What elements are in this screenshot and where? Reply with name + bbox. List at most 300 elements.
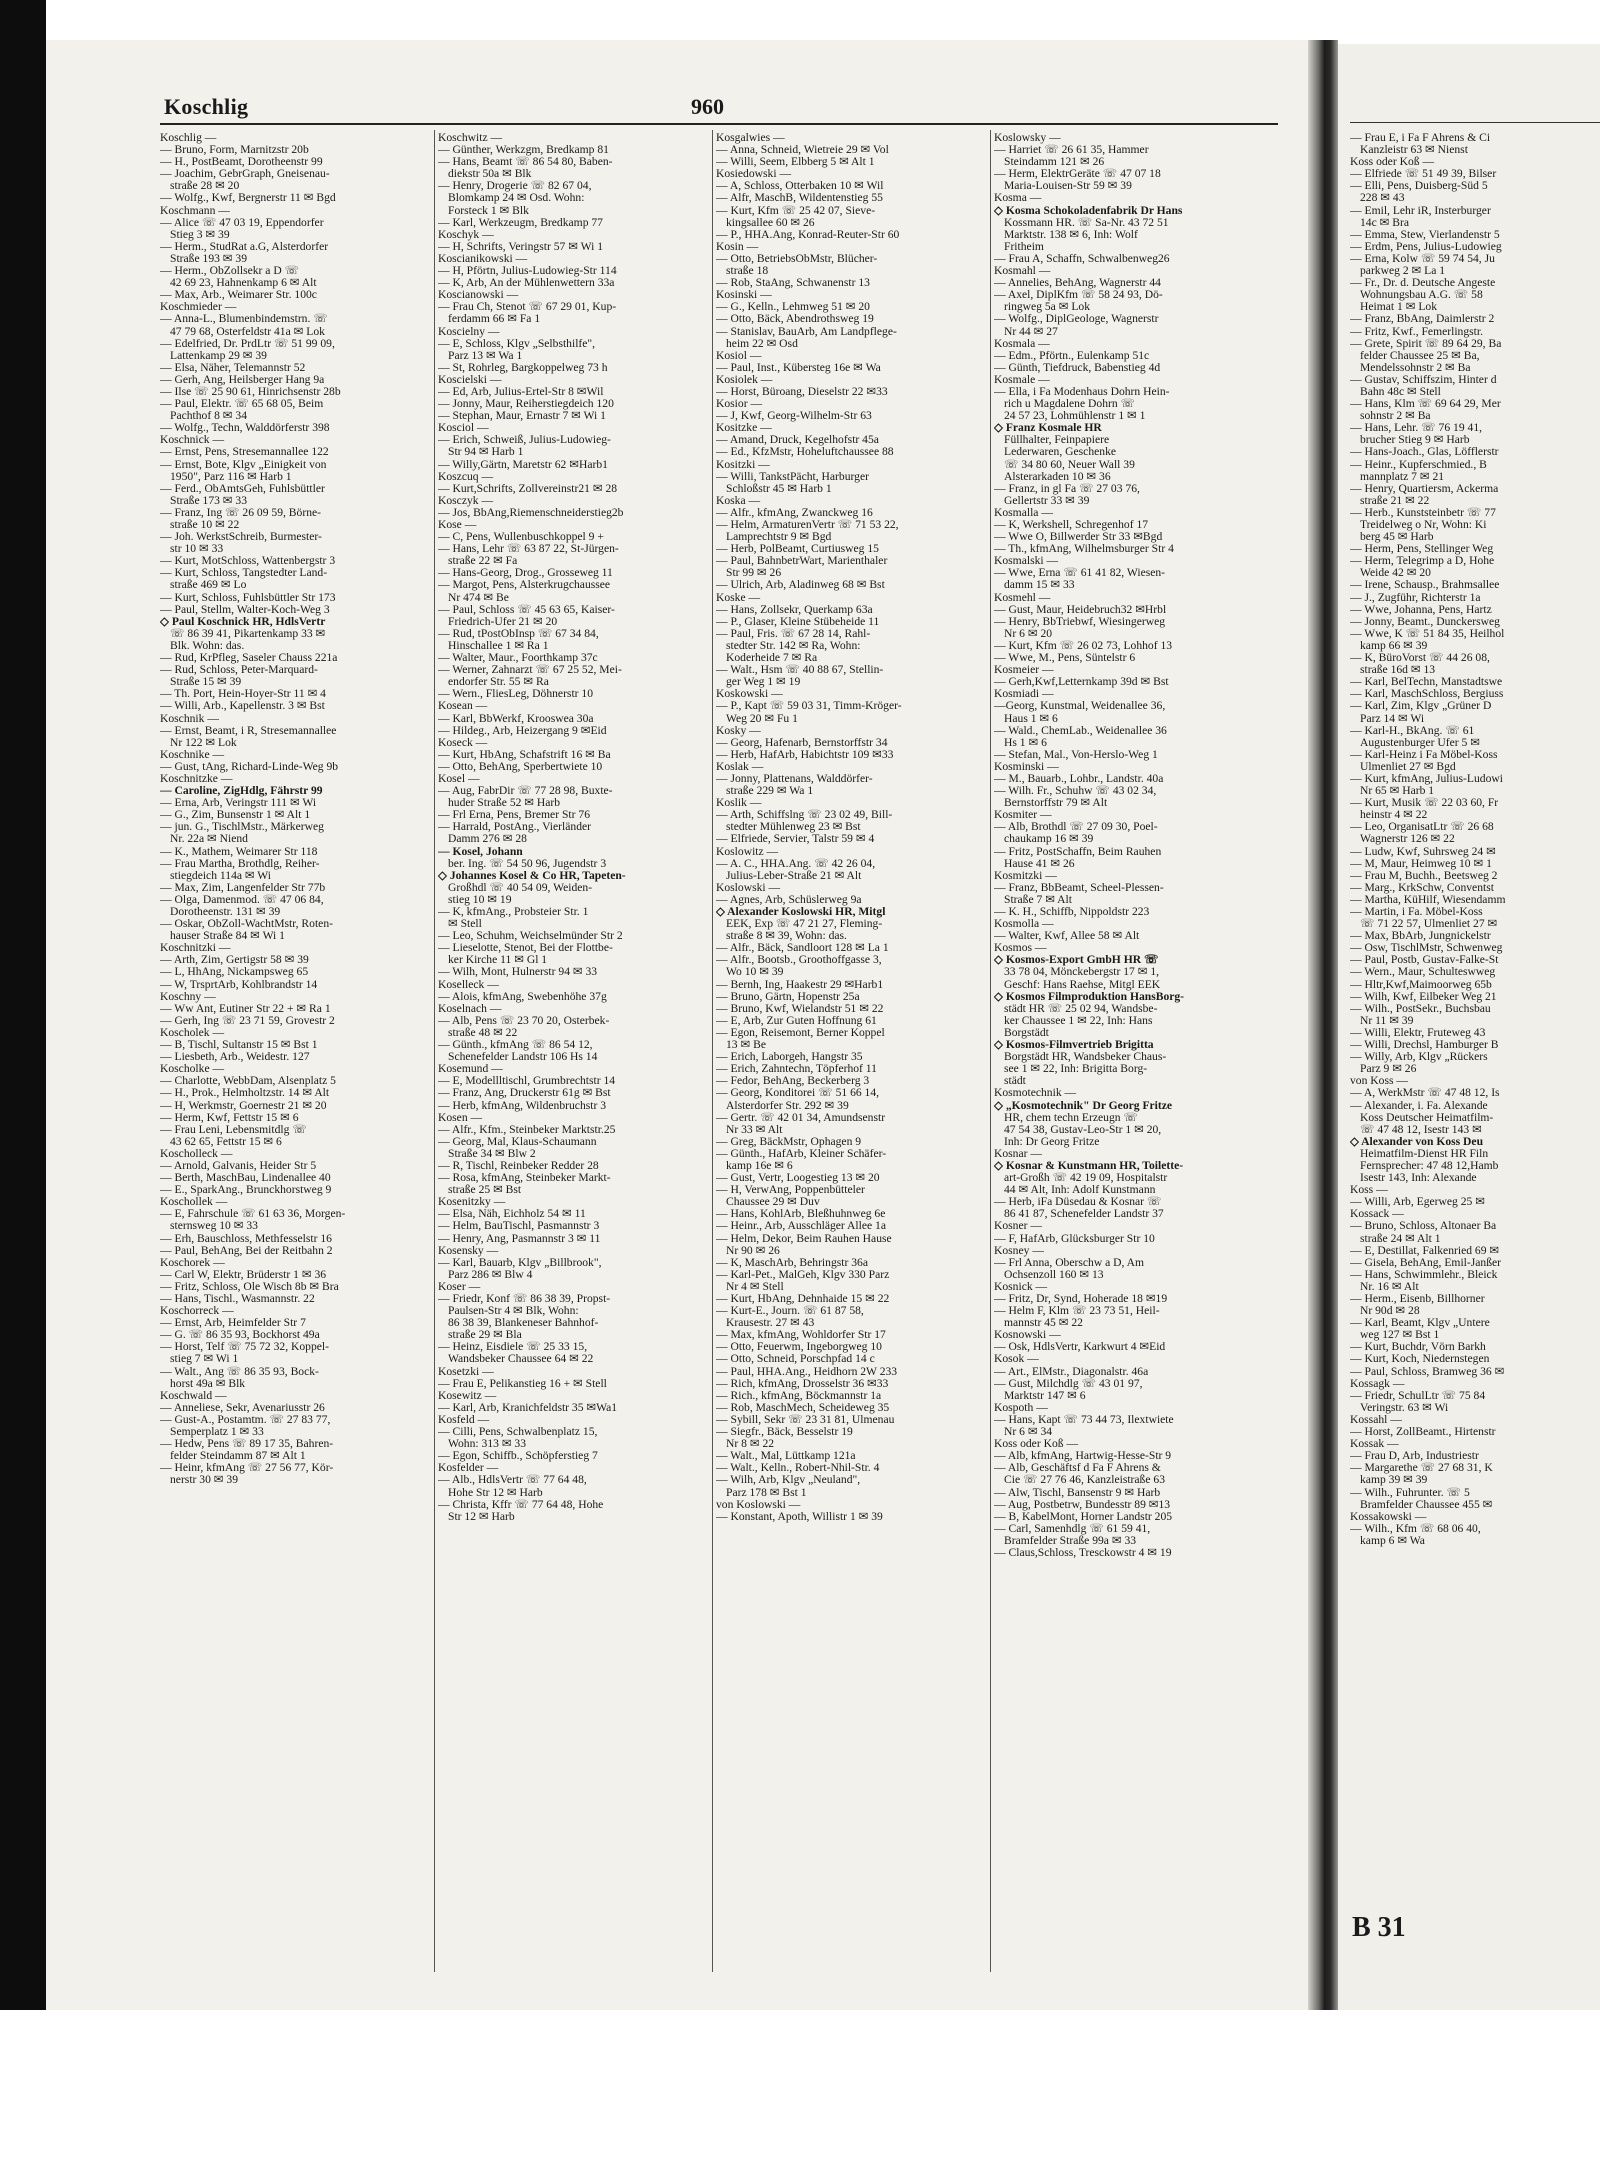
entry-continuation: Paulsen-Str 4 ✉ Blk, Wohn: (448, 1304, 579, 1318)
directory-entry: — Friedr, SchulLtr ☏ 75 84 (1350, 1388, 1486, 1402)
directory-entry: — Ludw, Kwf, Suhrsweg 24 ✉ (1350, 844, 1496, 858)
surname-heading: Koske — (716, 590, 761, 604)
surname-heading: Koser — (438, 1279, 481, 1293)
entry-continuation: Großhdl ☏ 40 54 09, Weiden- (448, 880, 593, 894)
entry-continuation: ringweg 5a ✉ Lok (1004, 300, 1091, 314)
surname-heading: Kosnick — (994, 1279, 1048, 1293)
entry-continuation: Kossmann HR. ☏ Sa-Nr. 43 72 51 (1004, 215, 1169, 229)
directory-entry: — K, Arb, An der Mühlenwettern 33a (438, 276, 615, 290)
directory-entry: — Kurt, kfmAng, Julius-Ludowi (1350, 771, 1503, 785)
entry-continuation: straße 48 ✉ 22 (448, 1025, 518, 1039)
directory-entry: — Elsa, Näher, Telemannstr 52 (160, 360, 306, 374)
surname-heading: Koschlig — (160, 132, 217, 144)
directory-entry: — Heinz, Eisdiele ☏ 25 33 15, (438, 1340, 588, 1354)
directory-entry: — Kurt, Schloss, Tangstedter Land- (160, 566, 328, 580)
entry-continuation: Nr 44 ✉ 27 (1004, 324, 1058, 338)
entry-continuation: hauser Straße 84 ✉ Wi 1 (170, 929, 285, 943)
surname-heading: Kossagk — (1350, 1376, 1405, 1390)
directory-entry: — Alexander, i. Fa. Alexande (1350, 1098, 1488, 1112)
entry-continuation: 14c ✉ Bra (1360, 215, 1409, 229)
directory-entry: — Otto, BetriebsObMstr, Blücher- (716, 251, 878, 265)
directory-entry: — C, Pens, Wullenbuschkoppel 9 + (438, 530, 604, 544)
directory-entry: — Kurt, Koch, Niedernstegen (1350, 1352, 1490, 1366)
header-rule (160, 123, 1278, 125)
directory-entry: — Franz, BbAng, Daimlerstr 2 (1350, 312, 1495, 326)
entry-continuation: endorfer Str. 55 ✉ Ra (448, 675, 549, 689)
book-gutter (1308, 40, 1338, 2015)
directory-entry: — M., Bauarb., Lohbr., Landstr. 40a (994, 771, 1164, 785)
entry-continuation: Weg 20 ✉ Fu 1 (726, 711, 798, 725)
surname-heading: Kosewitz — (438, 1388, 497, 1402)
surname-heading: Kosmale — (994, 372, 1050, 386)
directory-entry: — Osw, TischlMstr, Schwenweg (1350, 941, 1503, 955)
signature-mark: B 31 (1352, 1912, 1406, 1943)
directory-entry: — Rosa, kfmAng, Steinbeker Markt- (438, 1171, 611, 1185)
entry-continuation: Bahn 48c ✉ Stell (1360, 384, 1441, 398)
entry-continuation: ✉ Stell (448, 917, 482, 931)
directory-entry: — Joh. WerkstSchreib, Burmester- (160, 530, 322, 544)
entry-continuation: stedter Str. 142 ✉ Ra, Wohn: (726, 638, 861, 652)
entry-continuation: ger Weg 1 ✉ 19 (726, 675, 801, 689)
directory-entry: — Th. Port, Hein-Hoyer-Str 11 ✉ 4 (160, 687, 326, 701)
directory-entry: ◇ Alexander von Koss Deu (1350, 1134, 1484, 1148)
directory-entry: — Herb, iFa Düsedau & Kosnar ☏ (994, 1195, 1162, 1209)
directory-entry: — Elfriede ☏ 51 49 39, Bilser (1350, 167, 1497, 181)
directory-entry: — Bruno, Kwf, Wielandstr 51 ✉ 22 (716, 1001, 884, 1015)
entry-continuation: Marktstr. 138 ✉ 6, Inh: Wolf (1004, 227, 1138, 241)
surname-heading: Koschorreck — (160, 1304, 234, 1318)
entry-continuation: Bernstorffstr 79 ✉ Alt (1004, 796, 1108, 810)
directory-entry: — Otto, BehAng, Sperbertwiete 10 (438, 759, 603, 773)
directory-entry: — Herb., Kunststeinbetr ☏ 77 (1350, 505, 1496, 519)
entry-continuation: felder Steindamm 87 ✉ Alt 1 (170, 1449, 306, 1463)
directory-entry: — Wald., ChemLab., Weidenallee 36 (994, 723, 1167, 737)
directory-entry: — Egon, Schiffb., Schöpferstieg 7 (438, 1449, 598, 1463)
directory-entry: — Ernst, Beamt, i R, Stresemannallee (160, 723, 337, 737)
directory-entry: — Herm, ElektrGeräte ☏ 47 07 18 (994, 167, 1161, 181)
surname-heading: Kosmolla — (994, 917, 1054, 931)
surname-heading: Koseck — (438, 735, 488, 749)
directory-entry: — Rob, MaschMech, Scheideweg 35 (716, 1400, 890, 1414)
directory-entry: — Bernh, Ing, Haakestr 29 ✉Harb1 (716, 977, 884, 991)
directory-entry: — jun. G., TischlMstr., Märkerweg (160, 820, 324, 834)
entry-continuation: EEK, Exp ☏ 47 21 27, Fleming- (726, 917, 883, 931)
surname-heading: Kosciol — (438, 421, 489, 435)
entry-continuation: heinstr 4 ✉ 22 (1360, 808, 1428, 822)
directory-entry: — J., Zugführ, Richterstr 1a (1350, 590, 1481, 604)
directory-entry: — Erna, Kolw ☏ 59 74 54, Ju (1350, 251, 1495, 265)
directory-entry: — Henry, Ang, Pasmannstr 3 ✉ 11 (438, 1231, 601, 1245)
entry-continuation: 47 54 38, Gustav-Leo-Str 1 ✉ 20, (1004, 1122, 1162, 1136)
entry-continuation: Alsterarkaden 10 ✉ 36 (1004, 469, 1111, 483)
surname-heading: Kosma — (994, 191, 1042, 205)
directory-entry: — Günth., kfmAng ☏ 86 54 12, (438, 1038, 593, 1052)
surname-heading: Koscielny — (438, 324, 500, 338)
surname-heading: Koschyk — (438, 227, 494, 241)
directory-entry: — Hans, Tischl., Wasmannstr. 22 (160, 1292, 315, 1305)
entry-continuation: ☏ 86 39 41, Pikartenkamp 33 ✉ (170, 626, 326, 640)
directory-entry: — K. H., Schiffb, Nippoldstr 223 (994, 905, 1150, 918)
directory-entry: — Aug, FabrDir ☏ 77 28 98, Buxte- (438, 784, 613, 798)
entry-continuation: sohnstr 2 ✉ Ba (1360, 409, 1431, 423)
directory-entry: — Frau D, Arb, Industriestr (1350, 1449, 1479, 1463)
surname-heading: Koschwitz — (438, 132, 503, 144)
directory-entry: — L, HhAng, Nickampsweg 65 (160, 965, 309, 979)
surname-heading: Koschollek — (160, 1195, 228, 1209)
directory-entry: — Jos, BbAng,Riemenschneiderstieg2b (438, 505, 624, 519)
entry-continuation: Haus 1 ✉ 6 (1004, 711, 1058, 725)
entry-continuation: ☏ 47 48 12, Isestr 143 ✉ (1360, 1122, 1482, 1136)
directory-entry: — Kurt, Musik ☏ 22 03 60, Fr (1350, 796, 1499, 810)
surname-heading: Kosnar — (994, 1146, 1042, 1160)
surname-heading: Kosmala — (994, 336, 1050, 350)
directory-entry: — Karl, Beamt, Klgv „Untere (1350, 1316, 1490, 1330)
directory-entry: — Bruno, Schloss, Altonaer Ba (1350, 1219, 1497, 1233)
entry-continuation: Julius-Leber-Straße 21 ✉ Alt (726, 868, 862, 882)
entry-continuation: Nr 90 ✉ 26 (726, 1243, 780, 1257)
directory-entry: — Wwe, M., Pens, Süntelstr 6 (994, 651, 1136, 665)
directory-entry: — Max, Arb., Weimarer Str. 100c (160, 288, 317, 302)
directory-entry: — Kurt-E., Journ. ☏ 61 87 58, (716, 1304, 864, 1318)
surname-heading: Kossack — (1350, 1207, 1404, 1221)
entry-continuation: Straße 193 ✉ 39 (170, 251, 248, 265)
directory-column-4 (994, 132, 1276, 1982)
directory-entry: — K, BüroVorst ☏ 44 26 08, (1350, 651, 1490, 665)
directory-entry: — Herb, PolBeamt, Curtiusweg 15 (716, 542, 879, 556)
directory-entry: — R, Tischl, Reinbeker Redder 28 (438, 1158, 599, 1172)
directory-entry: — Hans, Beamt ☏ 86 54 80, Baben- (438, 155, 613, 169)
directory-entry: — P., Glaser, Kleine Stübeheide 11 (716, 614, 880, 628)
directory-entry: — Ernst, Pens, Stresemannallee 122 (160, 445, 329, 459)
directory-column-3 (716, 132, 998, 1982)
directory-entry: — K., Mathem, Weimarer Str 118 (160, 844, 318, 858)
directory-entry: — Rich., kfmAng, Böckmannstr 1a (716, 1388, 882, 1402)
surname-heading: Koscholleck — (160, 1146, 233, 1160)
directory-entry: — Arth, Schiffslng ☏ 23 02 49, Bill- (716, 808, 893, 822)
directory-entry: — B, KabelMont, Horner Landstr 205 (994, 1509, 1173, 1523)
directory-entry: — Willi, Arb., Kapellenstr. 3 ✉ Bst (160, 699, 325, 713)
directory-entry: — Ferd., ObAmtsGeh, Fuhlsbüttler (160, 481, 325, 495)
surname-heading: Kosiedowski — (716, 167, 792, 181)
directory-entry: ◇ Johannes Kosel & Co HR, Tapeten- (438, 868, 626, 882)
directory-entry: — Alb, Pens ☏ 23 70 20, Osterbek- (438, 1013, 610, 1027)
directory-entry: — Konstant, Apoth, Willistr 1 ✉ 39 (716, 1509, 883, 1523)
directory-entry: — Emil, Lehr iR, Insterburger (1350, 203, 1491, 217)
entry-continuation: Pachthof 8 ✉ 34 (170, 409, 248, 423)
entry-continuation: Mendelssohnstr 2 ✉ Ba (1360, 360, 1471, 374)
entry-continuation: Ochsenzoll 160 ✉ 13 (1004, 1267, 1104, 1281)
entry-continuation: städt (1004, 1074, 1026, 1088)
surname-heading: Kosemund — (438, 1062, 503, 1076)
directory-entry: — Ella, i Fa Modenhaus Dohrn Hein- (994, 384, 1170, 398)
directory-entry: — Willi, Elektr, Fruteweg 43 (1350, 1025, 1486, 1039)
entry-continuation: Kanzleistr 63 ✉ Nienst (1360, 143, 1468, 157)
directory-entry: — Paul, Elektr. ☏ 65 68 05, Beim (160, 397, 324, 411)
entry-continuation: ☏ 71 22 57, Ulmenliet 27 ✉ (1360, 917, 1498, 931)
entry-continuation: Fritheim (1004, 239, 1044, 253)
directory-entry: — J, Kwf, Georg-Wilhelm-Str 63 (716, 409, 872, 423)
directory-entry: — Max, Zim, Langenfelder Str 77b (160, 880, 326, 894)
directory-entry: — Alice ☏ 47 03 19, Eppendorfer (160, 215, 324, 229)
directory-entry: — Erdm, Pens, Julius-Ludowieg (1350, 239, 1502, 253)
surname-heading: Koska — (716, 493, 761, 507)
directory-entry: — Osk, HdlsVertr, Karkwurt 4 ✉Eid (994, 1340, 1166, 1354)
facing-page-column (1350, 132, 1600, 1982)
directory-entry: — Anna, Schneid, Wietreie 29 ✉ Vol (716, 143, 889, 157)
surname-heading: Kosok — (994, 1352, 1039, 1366)
directory-entry: — A, Schloss, Otterbaken 10 ✉ Wil (716, 179, 884, 193)
directory-entry: ◇ Kosnar & Kunstmann HR, Toilette- (994, 1158, 1184, 1172)
surname-heading: Kosensky — (438, 1243, 499, 1257)
entry-continuation: Koss Deutscher Heimatfilm- (1360, 1110, 1494, 1124)
directory-entry: — Herb, HafArb, Habichtstr 109 ✉33 (716, 747, 894, 761)
entry-continuation: heim 22 ✉ Osd (726, 336, 798, 350)
directory-entry: — Rich, kfmAng, Drosselstr 36 ✉33 (716, 1376, 889, 1390)
surname-heading: Kosenitzky — (438, 1195, 506, 1209)
surname-heading: Kosmos — (994, 941, 1047, 955)
entry-continuation: kamp 66 ✉ 39 (1360, 638, 1428, 652)
directory-entry: — Karl, Werkzeugm, Bredkamp 77 (438, 215, 603, 229)
directory-entry: — Oskar, ObZoll-WachtMstr, Roten- (160, 917, 333, 931)
entry-continuation: 24 57 23, Lohmühlenstr 1 ✉ 1 (1004, 409, 1146, 423)
directory-entry: — H, Werkmstr, Goernestr 21 ✉ 20 (160, 1098, 327, 1112)
directory-entry: — Fritz, PostSchaffn, Beim Rauhen (994, 844, 1162, 858)
entry-continuation: stiegdeich 114a ✉ Wi (170, 868, 272, 882)
entry-continuation: Cie ☏ 27 76 46, Kanzleistraße 63 (1004, 1473, 1165, 1487)
directory-entry: — Herm., StudRat a.G, Alsterdorfer (160, 239, 329, 253)
directory-entry: — Günther, Werkzgm, Bredkamp 81 (438, 143, 609, 157)
directory-entry: — Franz, Ing ☏ 26 09 59, Börne- (160, 505, 322, 519)
directory-entry: — Karl, MaschSchloss, Bergiuss (1350, 687, 1504, 701)
surname-heading: von Koslowski — (716, 1497, 801, 1511)
entry-continuation: Nr 8 ✉ 22 (726, 1437, 775, 1451)
entry-continuation: Borgstädt (1004, 1025, 1049, 1039)
entry-continuation: Heimatfilm-Dienst HR Filn (1360, 1146, 1489, 1160)
directory-entry: — Annelies, BehAng, Wagnerstr 44 (994, 276, 1161, 290)
surname-heading: Kossak — (1350, 1437, 1399, 1451)
directory-entry: — Karl, Zim, Klgv „Grüner D (1350, 699, 1492, 713)
directory-entry: — Bruno, Form, Marnitzstr 20b (160, 143, 309, 157)
directory-entry: — Herm, Telegrimp a D, Hohe (1350, 554, 1495, 568)
scan-left-margin (0, 0, 46, 2010)
directory-entry: — Karl-H., BkAng. ☏ 61 (1350, 723, 1475, 737)
directory-entry: — Walter, Maur., Foorthkamp 37c (438, 651, 598, 665)
entry-continuation: Friedrich-Ufer 21 ✉ 20 (448, 614, 558, 628)
entry-continuation: str 10 ✉ 33 (170, 542, 224, 556)
surname-heading: Koschny — (160, 989, 216, 1003)
directory-entry: — Frau E, Pelikanstieg 16 + ✉ Stell (438, 1376, 607, 1390)
directory-entry: — Herb, kfmAng, Wildenbruchstr 3 (438, 1098, 607, 1112)
directory-entry: — Kurt, MotSchloss, Wattenbergstr 3 (160, 554, 336, 568)
directory-entry: — Agnes, Arb, Schüslerweg 9a (716, 892, 862, 906)
directory-entry: — Rud, KrPfleg, Saseler Chauss 221a (160, 651, 338, 665)
directory-entry: — Gisela, BehAng, Emil-Janßer (1350, 1255, 1502, 1269)
surname-heading: Kosczyk — (438, 493, 494, 507)
directory-entry: — Joachim, GebrGraph, Gneisenau- (160, 167, 330, 181)
directory-entry: — Willi, Seem, Elbberg 5 ✉ Alt 1 (716, 155, 875, 169)
directory-entry: — E, Destillat, Falkenried 69 ✉ (1350, 1243, 1500, 1257)
directory-entry: — Gertr. ☏ 42 01 34, Amundsenstr (716, 1110, 886, 1124)
entry-continuation: Inh: Dr Georg Fritze (1004, 1134, 1100, 1148)
entry-continuation: Stieg 3 ✉ 39 (170, 227, 230, 241)
directory-entry: — Erich, Schweiß, Julius-Ludowieg- (438, 433, 611, 447)
directory-entry: — Wern., FliesLeg, Döhnerstr 10 (438, 687, 594, 701)
directory-entry: — Henry, Quartiersm, Ackerma (1350, 481, 1499, 495)
directory-entry: — P., HHA.Ang, Konrad-Reuter-Str 60 (716, 227, 900, 241)
directory-entry: — Ulrich, Arb, Aladinweg 68 ✉ Bst (716, 578, 885, 592)
directory-entry: — Alfr., kfmAng, Zwanckweg 16 (716, 505, 873, 519)
directory-entry: — W, TrsprtArb, Kohlbrandstr 14 (160, 977, 318, 991)
entry-continuation: stedter Mühlenweg 23 ✉ Bst (726, 820, 861, 834)
directory-entry: — Erna, Arb, Veringstr 111 ✉ Wi (160, 796, 317, 810)
entry-continuation: Hause 41 ✉ 26 (1004, 856, 1075, 870)
surname-heading: Koslowitz — (716, 844, 779, 858)
directory-entry: — Axel, DiplKfm ☏ 58 24 93, Dö- (994, 288, 1163, 302)
directory-entry: — Margarethe ☏ 27 68 31, K (1350, 1461, 1493, 1475)
entry-continuation: straße 10 ✉ 22 (170, 518, 240, 531)
directory-entry: — M, Maur, Heimweg 10 ✉ 1 (1350, 856, 1492, 870)
entry-continuation: Blk. Wohn: das. (170, 638, 245, 652)
directory-entry: — Alw, Tischl, Bansenstr 9 ✉ Harb (994, 1485, 1161, 1499)
entry-continuation: sternsweg 10 ✉ 33 (170, 1219, 258, 1233)
surname-heading: Koss — (1350, 1183, 1388, 1197)
directory-entry: — E., SparkAng., Brunckhorstweg 9 (160, 1183, 332, 1197)
surname-heading: Kosminski — (994, 759, 1059, 773)
entry-continuation: städt HR ☏ 25 02 94, Wandsbe- (1004, 1001, 1158, 1015)
entry-continuation: 1950", Parz 116 ✉ Harb 1 (170, 469, 292, 483)
directory-entry: — Hildeg., Arb, Heizergang 9 ✉Eid (438, 723, 607, 737)
directory-entry: ◇ Kosmos-Filmvertrieb Brigitta (994, 1038, 1154, 1052)
directory-entry: — Hans, Zollsekr, Querkamp 63a (716, 602, 873, 616)
directory-entry: — Harriet ☏ 26 61 35, Hammer (994, 143, 1149, 157)
entry-continuation: ☏ 34 80 60, Neuer Wall 39 (1004, 457, 1135, 471)
directory-entry: — A. C., HHA.Ang. ☏ 42 26 04, (716, 856, 876, 870)
directory-entry: — Heinr., Kupferschmied., B (1350, 457, 1487, 471)
entry-continuation: mannplatz 7 ✉ 21 (1360, 469, 1445, 483)
entry-continuation: Hinschallee 1 ✉ Ra 1 (448, 638, 549, 652)
entry-continuation: see 1 ✉ 22, Inh: Brigitta Borg- (1004, 1062, 1148, 1076)
entry-continuation: Koderheide 7 ✉ Ra (726, 651, 818, 665)
entry-continuation: Straße 173 ✉ 33 (170, 493, 248, 507)
page-header (118, 92, 1278, 124)
running-head: Koschlig (164, 94, 249, 119)
entry-continuation: Parz 178 ✉ Bst 1 (726, 1485, 807, 1499)
entry-continuation: Maria-Louisen-Str 59 ✉ 39 (1004, 179, 1132, 193)
directory-entry: — Jonny, Plattenans, Walddörfer- (716, 771, 873, 785)
surname-heading: Kosmiter — (994, 808, 1052, 822)
entry-continuation: Alsterdorfer Str. 292 ✉ 39 (726, 1098, 849, 1112)
directory-entry: — Caroline, ZigHdlg, Fährstr 99 (160, 784, 323, 798)
entry-continuation: Nr 122 ✉ Lok (170, 735, 237, 749)
directory-entry: — Otto, Feuerwm, Ingeborgweg 10 (716, 1340, 882, 1354)
directory-entry: — Helm F, Klm ☏ 23 73 51, Heil- (994, 1304, 1160, 1318)
directory-entry: — Wilh, Kwf, Eilbeker Weg 21 (1350, 989, 1497, 1003)
entry-continuation: Füllhalter, Feinpapiere (1004, 433, 1110, 447)
directory-entry: — H, Schrifts, Veringstr 57 ✉ Wi 1 (438, 239, 604, 253)
directory-entry: — K, Werkshell, Schregenhof 17 (994, 518, 1149, 531)
directory-entry: — Jonny, Maur, Reiherstiegdeich 120 (438, 397, 614, 411)
directory-entry: — Harrald, PostAng., Vierländer (438, 820, 591, 834)
entry-continuation: art-Großh ☏ 42 19 09, Hospitalstr (1004, 1171, 1168, 1185)
directory-entry: — Alb., HdlsVertr ☏ 77 64 48, (438, 1473, 587, 1487)
entry-continuation: Schloßstr 45 ✉ Harb 1 (726, 481, 832, 495)
entry-continuation: 228 ✉ 43 (1360, 191, 1405, 205)
directory-entry: ◇ Kosma Schokoladenfabrik Dr Hans (994, 203, 1183, 217)
entry-continuation: Nr. 16 ✉ Alt (1360, 1279, 1419, 1293)
directory-entry: — Herm., ObZollsekr a D ☏ (160, 264, 300, 278)
entry-continuation: straße 21 ✉ 22 (1360, 493, 1430, 507)
surname-heading: Kosnowski — (994, 1328, 1061, 1342)
directory-entry: — G., Kelln., Lehmweg 51 ✉ 20 (716, 300, 870, 314)
directory-entry: — E, Arb, Zur Guten Hoffnung 61 (716, 1013, 877, 1027)
directory-entry: — Paul, Postb, Gustav-Falke-St (1350, 953, 1499, 967)
entry-continuation: 42 69 23, Hahnenkamp 6 ✉ Alt (170, 276, 317, 290)
directory-entry: — Günth, Tiefdruck, Babenstieg 4d (994, 360, 1161, 374)
directory-entry: — Hedw, Pens ☏ 89 17 35, Bahren- (160, 1437, 334, 1451)
directory-entry: — Alb, kfmAng, Hartwig-Hesse-Str 9 (994, 1449, 1172, 1463)
entry-continuation: kamp 6 ✉ Wa (1360, 1533, 1425, 1547)
directory-entry: ◇ Paul Koschnick HR, HdlsVertr (160, 614, 326, 628)
directory-entry: — Margot, Pens, Alsterkrugchaussee (438, 578, 611, 592)
directory-entry: — Heinr., Arb, Ausschläger Allee 1a (716, 1219, 887, 1233)
directory-entry: — Frau E, i Fa F Ahrens & Ci (1350, 132, 1491, 144)
directory-entry: ◇ Alexander Koslowski HR, Mitgl (716, 905, 886, 918)
directory-entry: — Kurt, HbAng, Dehnhaide 15 ✉ 22 (716, 1292, 890, 1305)
surname-heading: Koskowski — (716, 687, 783, 701)
directory-entry: — Carl, Samenhdlg ☏ 61 59 41, (994, 1521, 1151, 1535)
entry-continuation: Treidelweg o Nr, Wohn: Ki (1360, 518, 1487, 531)
directory-entry: — Walt., Mal, Lüttkamp 121a (716, 1449, 856, 1463)
directory-entry: — Arnold, Galvanis, Heider Str 5 (160, 1158, 317, 1172)
directory-entry: — Wern., Maur, Schulteswweg (1350, 965, 1496, 979)
directory-entry: — Christa, Kffr ☏ 77 64 48, Hohe (438, 1497, 604, 1511)
entry-continuation: Wohn: 313 ✉ 33 (448, 1437, 527, 1451)
surname-heading: Kosgalwies — (716, 132, 785, 144)
surname-heading: Kosmahl — (994, 264, 1051, 278)
entry-continuation: Straße 15 ✉ 39 (170, 675, 242, 689)
directory-entry: ◇ „Kosmotechnik" Dr Georg Fritze (994, 1098, 1173, 1112)
directory-entry: — Frau Leni, Lebensmitdlg ☏ (160, 1122, 307, 1136)
directory-entry: — Willi, Drechsl, Hamburger B (1350, 1038, 1499, 1052)
directory-entry: — Kurt, HbAng, Schafstrift 16 ✉ Ba (438, 747, 611, 761)
entry-continuation: Gellertstr 33 ✉ 39 (1004, 493, 1090, 507)
directory-entry: — Otto, Schneid, Porschpfad 14 c (716, 1352, 875, 1366)
directory-entry: — Paul, Schloss, Bramweg 36 ✉ (1350, 1364, 1505, 1378)
directory-entry: — Aug, Postbetrw, Bundesstr 89 ✉13 (994, 1497, 1171, 1511)
surname-heading: Koselleck — (438, 977, 499, 991)
directory-entry: — Wilh., Kfm ☏ 68 06 40, (1350, 1521, 1481, 1535)
entry-continuation: Nr 6 ✉ 34 (1004, 1425, 1053, 1439)
entry-continuation: Parz 14 ✉ Wi (1360, 711, 1425, 725)
directory-entry: — Amand, Druck, Kegelhofstr 45a (716, 433, 879, 447)
entry-continuation: Wohnungsbau A.G. ☏ 58 (1360, 288, 1483, 302)
directory-entry: — Elfriede, Servier, Talstr 59 ✉ 4 (716, 832, 875, 846)
facing-page-rule (1350, 122, 1600, 123)
surname-heading: Kosmiadi — (994, 687, 1054, 701)
entry-continuation: Krausestr. 27 ✉ 43 (726, 1316, 815, 1330)
directory-entry: — Paul, Fris. ☏ 67 28 14, Rahl- (716, 626, 871, 640)
directory-entry: — Grete, Spirit ☏ 89 64 29, Ba (1350, 336, 1502, 350)
surname-heading: Kosel — (438, 771, 480, 785)
entry-continuation: felder Chaussee 25 ✉ Ba, (1360, 348, 1480, 362)
directory-entry: — E, Modellltischl, Grumbrechtstr 14 (438, 1074, 616, 1088)
surname-heading: Kosinski — (716, 288, 772, 302)
directory-entry: — Wolfg., Kwf, Bergnerstr 11 ✉ Bgd (160, 191, 336, 205)
entry-continuation: straße 16d ✉ 13 (1360, 663, 1436, 677)
directory-entry: — K, MaschArb, Behringstr 36a (716, 1255, 868, 1269)
entry-continuation: kamp 39 ✉ 39 (1360, 1473, 1428, 1487)
directory-entry: — B, Tischl, Sultanstr 15 ✉ Bst 1 (160, 1038, 318, 1052)
